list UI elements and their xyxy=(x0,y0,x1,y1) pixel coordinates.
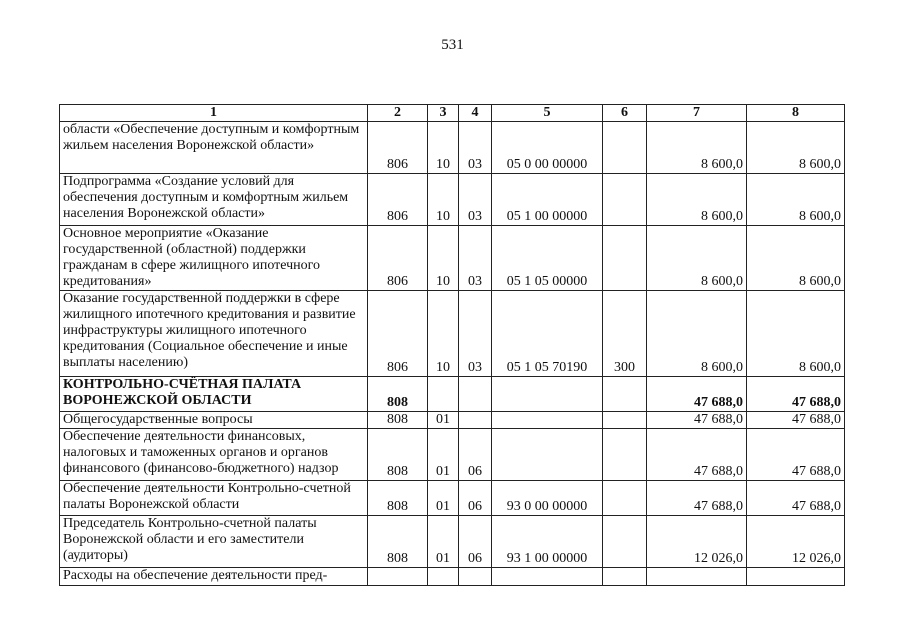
row-amount-2: 8 600,0 xyxy=(747,291,845,377)
row-code-subsection xyxy=(459,568,492,586)
row-code-ministry: 806 xyxy=(368,174,428,226)
row-amount-1: 8 600,0 xyxy=(647,226,747,291)
row-code-target xyxy=(492,568,603,586)
row-amount-2: 47 688,0 xyxy=(747,377,845,412)
table-row xyxy=(60,291,845,377)
table-row xyxy=(60,412,845,429)
row-amount-1: 47 688,0 xyxy=(647,481,747,516)
row-code-ministry: 808 xyxy=(368,429,428,481)
row-code-ministry xyxy=(368,568,428,586)
row-amount-2: 47 688,0 xyxy=(747,429,845,481)
row-amount-2: 12 026,0 xyxy=(747,516,845,568)
row-amount-1: 47 688,0 xyxy=(647,412,747,429)
row-code-section: 01 xyxy=(428,481,459,516)
row-code-ministry: 806 xyxy=(368,226,428,291)
row-code-expense-type xyxy=(603,429,647,481)
row-code-ministry: 806 xyxy=(368,122,428,174)
row-amount-1: 12 026,0 xyxy=(647,516,747,568)
row-code-expense-type xyxy=(603,412,647,429)
row-code-section: 10 xyxy=(428,174,459,226)
header-cell: 3 xyxy=(428,105,459,122)
row-code-target xyxy=(492,429,603,481)
header-row xyxy=(60,105,845,122)
header-cell: 1 xyxy=(60,105,368,122)
row-code-subsection: 06 xyxy=(459,516,492,568)
row-code-target: 05 1 00 00000 xyxy=(492,174,603,226)
row-code-section xyxy=(428,377,459,412)
row-code-expense-type xyxy=(603,481,647,516)
row-code-section: 10 xyxy=(428,226,459,291)
row-code-subsection xyxy=(459,412,492,429)
row-code-ministry: 808 xyxy=(368,412,428,429)
row-code-ministry: 808 xyxy=(368,516,428,568)
table-row xyxy=(60,122,845,174)
row-description: Подпрограмма «Создание условий для обеспечения доступным и комфортным жильем населения Воронежской области» xyxy=(60,174,368,226)
table-row xyxy=(60,568,845,586)
row-description: Оказание государственной поддержки в сфере жилищного ипотечного кредитования и развитие инфраструктуры жилищного ипотечного кредитования (Социальное обеспечение и иные выплаты населению) xyxy=(60,291,368,377)
row-code-section: 10 xyxy=(428,291,459,377)
row-code-subsection: 03 xyxy=(459,226,492,291)
row-amount-1: 8 600,0 xyxy=(647,291,747,377)
table-row xyxy=(60,174,845,226)
row-amount-1: 47 688,0 xyxy=(647,429,747,481)
row-amount-2: 8 600,0 xyxy=(747,174,845,226)
row-code-target: 05 0 00 00000 xyxy=(492,122,603,174)
row-code-section: 01 xyxy=(428,429,459,481)
row-amount-2: 8 600,0 xyxy=(747,122,845,174)
row-code-subsection: 06 xyxy=(459,481,492,516)
row-code-ministry: 806 xyxy=(368,291,428,377)
table-row xyxy=(60,429,845,481)
row-description: Председатель Контрольно-счетной палаты Воронежской области и его заместители (аудиторы) xyxy=(60,516,368,568)
row-code-section xyxy=(428,568,459,586)
row-code-subsection: 03 xyxy=(459,174,492,226)
row-code-target: 05 1 05 00000 xyxy=(492,226,603,291)
row-code-expense-type xyxy=(603,226,647,291)
row-description: области «Обеспечение доступным и комфортным жильем населения Воронежской области» xyxy=(60,122,368,174)
row-code-expense-type xyxy=(603,122,647,174)
row-code-target: 93 1 00 00000 xyxy=(492,516,603,568)
row-description: Обеспечение деятельности финансовых, налоговых и таможенных органов и органов финансового (финансово-бюджетного) надзор xyxy=(60,429,368,481)
row-amount-2: 47 688,0 xyxy=(747,481,845,516)
row-code-ministry: 808 xyxy=(368,481,428,516)
row-code-target xyxy=(492,412,603,429)
row-code-target xyxy=(492,377,603,412)
row-description: Расходы на обеспечение деятельности пред- xyxy=(60,568,368,586)
row-amount-2: 8 600,0 xyxy=(747,226,845,291)
header-cell: 5 xyxy=(492,105,603,122)
row-code-expense-type: 300 xyxy=(603,291,647,377)
row-code-expense-type xyxy=(603,377,647,412)
table-row xyxy=(60,481,845,516)
header-cell: 8 xyxy=(747,105,845,122)
page-number: 531 xyxy=(441,37,464,53)
row-amount-1: 8 600,0 xyxy=(647,174,747,226)
row-code-expense-type xyxy=(603,174,647,226)
row-code-expense-type xyxy=(603,516,647,568)
row-code-subsection: 06 xyxy=(459,429,492,481)
row-code-section: 01 xyxy=(428,412,459,429)
row-description: Основное мероприятие «Оказание государственной (областной) поддержки гражданам в сфере жилищного ипотечного кредитования» xyxy=(60,226,368,291)
row-code-subsection xyxy=(459,377,492,412)
header-cell: 2 xyxy=(368,105,428,122)
row-description: КОНТРОЛЬНО-СЧЁТНАЯ ПАЛАТА ВОРОНЕЖСКОЙ ОБЛАСТИ xyxy=(60,377,368,412)
row-code-expense-type xyxy=(603,568,647,586)
row-code-target: 05 1 05 70190 xyxy=(492,291,603,377)
header-cell: 7 xyxy=(647,105,747,122)
row-amount-1 xyxy=(647,568,747,586)
table-row xyxy=(60,516,845,568)
row-amount-1: 47 688,0 xyxy=(647,377,747,412)
header-cell: 6 xyxy=(603,105,647,122)
row-amount-2: 47 688,0 xyxy=(747,412,845,429)
row-code-subsection: 03 xyxy=(459,122,492,174)
header-cell: 4 xyxy=(459,105,492,122)
row-description: Общегосударственные вопросы xyxy=(60,412,368,429)
row-code-section: 01 xyxy=(428,516,459,568)
row-code-subsection: 03 xyxy=(459,291,492,377)
table-row xyxy=(60,377,845,412)
table-row xyxy=(60,226,845,291)
budget-table xyxy=(59,104,845,586)
row-description: Обеспечение деятельности Контрольно-счетной палаты Воронежской области xyxy=(60,481,368,516)
row-amount-2 xyxy=(747,568,845,586)
row-code-section: 10 xyxy=(428,122,459,174)
row-code-ministry: 808 xyxy=(368,377,428,412)
row-amount-1: 8 600,0 xyxy=(647,122,747,174)
row-code-target: 93 0 00 00000 xyxy=(492,481,603,516)
